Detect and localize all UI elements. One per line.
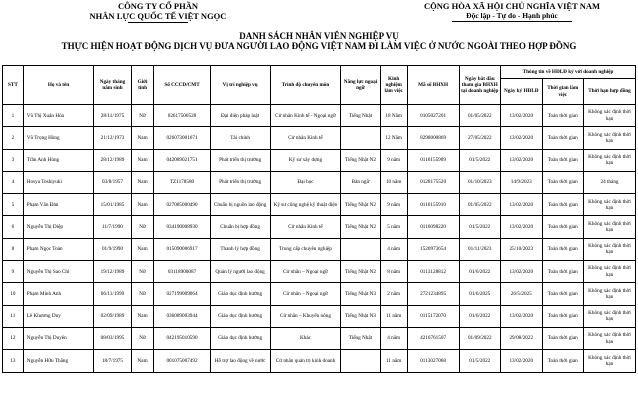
cell-bhxh: 0113027068 xyxy=(407,350,459,372)
table-row xyxy=(3,149,636,171)
cell-position: Tài chính xyxy=(210,127,270,149)
col-stt: STT xyxy=(3,66,24,105)
cell-contract-date: 13/02/2020 xyxy=(501,350,543,372)
cell-position: Giáo dục định hướng xyxy=(210,305,270,327)
table-row xyxy=(3,238,636,260)
table-row xyxy=(3,305,636,327)
cell-dob: 02/09/1989 xyxy=(94,305,131,327)
cell-name: Vũ Trọng Hùng xyxy=(23,127,94,149)
cell-contract-date: 13/02/2020 xyxy=(501,305,543,327)
cell-contract-date: 13/02/2020 xyxy=(501,127,543,149)
cell-bhxh: 0116155909 xyxy=(407,149,459,171)
cell-name: Trần Anh Hùng xyxy=(23,149,94,171)
cell-contract-term: Không xác định thời hạn xyxy=(584,238,636,260)
cell-experience: 11 năm xyxy=(380,350,407,372)
cell-education: Cử nhân – Ngoại ngữ xyxy=(270,283,341,305)
cell-id: 026073001671 xyxy=(154,127,210,149)
cell-education: Cử nhân Kinh tế xyxy=(270,127,341,149)
cell-dob: 15/01/1985 xyxy=(94,194,131,216)
cell-contract-date: 14/9/2023 xyxy=(501,171,543,193)
cell-experience: 11 năm xyxy=(380,305,407,327)
cell-work-time: Toàn thời gian xyxy=(542,238,584,260)
cell-position: Đại diện pháp luật xyxy=(210,105,270,127)
cell-education: Cử nhân – Khuyến nông xyxy=(270,305,341,327)
cell-stt: 13 xyxy=(3,350,24,372)
cell-education: Cử nhân Kinh tế xyxy=(270,216,341,238)
cell-bhxh: 8298000869 xyxy=(407,127,459,149)
col-start-date: Ngày bắt đầu tham gia BHXH tại doanh nghiệp xyxy=(459,66,501,105)
cell-id: 027199009064 xyxy=(154,283,210,305)
col-dob: Ngày tháng năm sinh xyxy=(94,66,131,105)
cell-experience: 9 năm xyxy=(380,194,407,216)
cell-stt: 3 xyxy=(3,149,24,171)
cell-id: 027085000490 xyxy=(154,194,210,216)
cell-start-date: 01/6/2022 xyxy=(459,261,501,283)
cell-contract-date: 13/02/2020 xyxy=(501,194,543,216)
cell-id: TZ1178580 xyxy=(154,171,210,193)
cell-language: Bản ngữ xyxy=(341,171,380,193)
cell-position: Phát triển thị trường xyxy=(210,171,270,193)
cell-experience: 18 Năm xyxy=(380,105,407,127)
table-row xyxy=(3,127,636,149)
cell-position: Phát triển thị trường xyxy=(210,149,270,171)
cell-id: 034190008930 xyxy=(154,216,210,238)
cell-work-time: Toàn thời gian xyxy=(542,105,584,127)
cell-experience: 10 năm xyxy=(380,171,407,193)
cell-position: Quản lý người lao động xyxy=(210,261,270,283)
cell-id: 036089003944 xyxy=(154,305,210,327)
cell-id: 03118900087 xyxy=(154,261,210,283)
cell-start-date: 01/09/2022 xyxy=(459,327,501,349)
cell-language: Tiếng Nhật xyxy=(341,327,380,349)
cell-start-date: 01/6/2022 xyxy=(459,305,501,327)
cell-education: Trung cấp chuyên nghiệp xyxy=(270,238,341,260)
company-type: CÔNG TY CỔ PHẦN xyxy=(117,1,199,11)
cell-language xyxy=(341,127,380,149)
cell-gender: Nam xyxy=(131,194,154,216)
cell-id: 001075007492 xyxy=(154,350,210,372)
cell-stt: 8 xyxy=(3,238,24,260)
cell-education: Khác xyxy=(270,327,341,349)
cell-work-time: Toàn thời gian xyxy=(542,350,584,372)
cell-experience: 2 năm xyxy=(380,283,407,305)
cell-language: Tiếng Nhật N2 xyxy=(341,216,380,238)
cell-name: Hosya Toshiyuki xyxy=(23,171,94,193)
cell-language xyxy=(341,238,380,260)
cell-dob: 11/7/1990 xyxy=(94,216,131,238)
cell-stt: 9 xyxy=(3,261,24,283)
cell-position: Giáo dục định hướng xyxy=(210,327,270,349)
cell-contract-term: Không xác định thời hạn xyxy=(584,305,636,327)
cell-stt: 1 xyxy=(3,105,24,127)
cell-gender: Nam xyxy=(131,127,154,149)
cell-dob: 28/11/1975 xyxy=(94,105,131,127)
table-row xyxy=(3,283,636,305)
table-row xyxy=(3,350,636,372)
cell-education: Kỹ sư công nghệ kỹ thuật điện xyxy=(270,194,341,216)
cell-bhxh: 0116098220 xyxy=(407,216,459,238)
col-gender: Giới tính xyxy=(131,66,154,105)
cell-dob: 21/12/1973 xyxy=(94,127,131,149)
cell-gender: Nam xyxy=(131,350,154,372)
document-header xyxy=(0,1,638,31)
cell-contract-date: 26/5/2025 xyxy=(501,283,543,305)
cell-gender: Nam xyxy=(131,305,154,327)
cell-contract-term: Không xác định thời hạn xyxy=(584,149,636,171)
national-title: CỘNG HÒA XÃ HỘI CHỦ NGHĨA VIỆT NAM xyxy=(423,1,601,11)
company-block xyxy=(48,1,268,23)
cell-gender: Nam xyxy=(131,171,154,193)
cell-dob: 18/7/1975 xyxy=(94,350,131,372)
col-id: Số CCCD/CMT xyxy=(154,66,210,105)
cell-gender: Nam xyxy=(131,238,154,260)
cell-dob: 08/03/1995 xyxy=(94,327,131,349)
table-row xyxy=(3,261,636,283)
cell-stt: 4 xyxy=(3,171,24,193)
table-row xyxy=(3,327,636,349)
cell-gender: Nữ xyxy=(131,105,154,127)
company-underline xyxy=(128,22,188,23)
cell-name: Phạm Văn Đản xyxy=(23,194,94,216)
col-contract-term: Thời hạn hợp đồng xyxy=(584,79,636,105)
cell-gender: Nữ xyxy=(131,216,154,238)
cell-bhxh: 0128175520 xyxy=(407,171,459,193)
national-header-block xyxy=(386,1,638,22)
cell-name: Nguyễn Thị Duyên xyxy=(23,327,94,349)
cell-start-date: 01/5/2022 xyxy=(459,216,501,238)
national-motto: Độc lập - Tự do - Hạnh phúc xyxy=(466,11,558,20)
cell-position: Hỗ trợ lao động về nước xyxy=(210,350,270,372)
cell-experience: 9 năm xyxy=(380,149,407,171)
cell-contract-term: Không xác định thời hạn xyxy=(584,216,636,238)
cell-contract-term: Không xác định thời hạn xyxy=(584,350,636,372)
cell-education: Cử nhân – Ngoại ngữ xyxy=(270,261,341,283)
cell-bhxh: 0105027201 xyxy=(407,105,459,127)
cell-work-time: Toàn thời gian xyxy=(542,171,584,193)
table-row xyxy=(3,194,636,216)
col-experience: Kinh nghiệm làm việc xyxy=(380,66,407,105)
cell-language: Tiếng Nhật N2 xyxy=(341,194,380,216)
cell-stt: 2 xyxy=(3,127,24,149)
cell-contract-term: 24 tháng xyxy=(584,171,636,193)
cell-start-date: 01/6/2025 xyxy=(459,283,501,305)
cell-contract-term: Không xác định thời hạn xyxy=(584,261,636,283)
cell-dob: 06/11/1999 xyxy=(94,283,131,305)
company-name: NHÂN LỰC QUỐC TẾ VIỆT NGỌC xyxy=(89,11,227,21)
cell-dob: 19/12/1989 xyxy=(94,261,131,283)
cell-contract-term: Không xác định thời hạn xyxy=(584,283,636,305)
cell-work-time: Toàn thời gian xyxy=(542,149,584,171)
col-name: Họ và tên xyxy=(23,66,94,105)
cell-name: Phạm Ngọc Toàn xyxy=(23,238,94,260)
staff-table xyxy=(2,65,636,373)
cell-work-time: Toàn thời gian xyxy=(542,283,584,305)
cell-contract-date: 13/02/2020 xyxy=(501,149,543,171)
cell-education: Kỹ sư xây dựng xyxy=(270,149,341,171)
cell-gender: Nữ xyxy=(131,261,154,283)
cell-stt: 10 xyxy=(3,283,24,305)
cell-stt: 6 xyxy=(3,216,24,238)
cell-education: Cử nhân quản trị kinh doanh xyxy=(270,350,341,372)
cell-start-date: 01/5/2022 xyxy=(459,350,501,372)
document-subtitle: THỰC HIỆN HOẠT ĐỘNG DỊCH VỤ ĐƯA NGƯỜI LAO ĐỘNG VIỆT NAM ĐI LÀM VIỆC Ở NƯỚC NGOÀI THEO HỢP ĐỒNG xyxy=(61,41,577,51)
col-bhxh: Mã số BHXH xyxy=(407,66,459,105)
motto-underline xyxy=(452,21,572,22)
cell-bhxh: 0113128812 xyxy=(407,261,459,283)
cell-gender: Nữ xyxy=(131,327,154,349)
col-work-time: Thời gian làm việc xyxy=(542,79,584,105)
cell-start-date: 01/05/2022 xyxy=(459,105,501,127)
cell-experience: 8 năm xyxy=(380,261,407,283)
cell-work-time: Toàn thời gian xyxy=(542,305,584,327)
table-header-row xyxy=(3,66,636,79)
cell-language: Tiếng Nhật xyxy=(341,105,380,127)
cell-language: Tiếng Nhật N3 xyxy=(341,283,380,305)
cell-contract-term: Không xác định thời hạn xyxy=(584,127,636,149)
cell-bhxh: 0116155910 xyxy=(407,194,459,216)
cell-work-time: Toàn thời gian xyxy=(542,261,584,283)
cell-work-time: Toàn thời gian xyxy=(542,327,584,349)
cell-start-date: 01/5/2022 xyxy=(459,149,501,171)
cell-name: Lê Khương Duy xyxy=(23,305,94,327)
cell-work-time: Toàn thời gian xyxy=(542,127,584,149)
cell-id: 042195010590 xyxy=(154,327,210,349)
cell-start-date: 01/05/2022 xyxy=(459,194,501,216)
cell-start-date: 27/05/2022 xyxy=(459,127,501,149)
cell-work-time: Toàn thời gian xyxy=(542,194,584,216)
document-title: DANH SÁCH NHÂN VIÊN NGHIỆP VỤ xyxy=(239,31,399,41)
cell-experience: 4 năm xyxy=(380,238,407,260)
cell-name: Phạm Minh Anh xyxy=(23,283,94,305)
cell-position: Chuẩn bị nguồn lao động xyxy=(210,194,270,216)
col-education: Trình độ chuyên môn xyxy=(270,66,341,105)
cell-work-time: Toàn thời gian xyxy=(542,216,584,238)
cell-dob: 28/12/1989 xyxy=(94,149,131,171)
cell-language: Tiếng Nhật N3 xyxy=(341,305,380,327)
cell-start-date: 01/11/2023 xyxy=(459,238,501,260)
col-language: Năng lực ngoại ngữ xyxy=(341,66,380,105)
cell-position: Thanh lý hợp đồng xyxy=(210,238,270,260)
cell-experience: 5 năm xyxy=(380,216,407,238)
cell-name: Nguyễn Hữu Thắng xyxy=(23,350,94,372)
cell-contract-term: Không xác định thời hạn xyxy=(584,194,636,216)
cell-stt: 12 xyxy=(3,327,24,349)
cell-education: Cử nhân Kinh tế - Ngoại ngữ xyxy=(270,105,341,127)
table-body xyxy=(3,105,636,373)
cell-contract-term: Không xác định thời hạn xyxy=(584,327,636,349)
cell-contract-date: 25/10/2023 xyxy=(501,238,543,260)
cell-dob: 01/9/1990 xyxy=(94,238,131,260)
table-row xyxy=(3,171,636,193)
table-row xyxy=(3,105,636,127)
cell-bhxh: 0115172070 xyxy=(407,305,459,327)
cell-dob: 03/8/1957 xyxy=(94,171,131,193)
cell-bhxh: 4216761507 xyxy=(407,327,459,349)
cell-experience: 4 năm xyxy=(380,327,407,349)
cell-name: Nguyễn Thị Diệp xyxy=(23,216,94,238)
col-position: Vị trí nghiệp vụ xyxy=(210,66,270,105)
cell-stt: 11 xyxy=(3,305,24,327)
cell-gender: Nam xyxy=(131,149,154,171)
cell-bhxh: 2721234895 xyxy=(407,283,459,305)
cell-id: 02617500528 xyxy=(154,105,210,127)
cell-language: Tiếng Nhật N2 xyxy=(341,149,380,171)
cell-position: Giáo dục định hướng xyxy=(210,283,270,305)
cell-contract-date: 13/02/2020 xyxy=(501,261,543,283)
cell-contract-date: 29/08/2022 xyxy=(501,327,543,349)
cell-bhxh: 1520973654 xyxy=(407,238,459,260)
cell-contract-date: 13/02/2020 xyxy=(501,216,543,238)
cell-language: Tiếng Nhật N2 xyxy=(341,261,380,283)
cell-name: Vũ Thị Xuân Hòa xyxy=(23,105,94,127)
table-row xyxy=(3,216,636,238)
cell-start-date: 01/10/2023 xyxy=(459,171,501,193)
cell-contract-date: 13/02/2020 xyxy=(501,105,543,127)
cell-experience: 12 Năm xyxy=(380,127,407,149)
cell-id: 042089021751 xyxy=(154,149,210,171)
cell-id: 015090006917 xyxy=(154,238,210,260)
col-contract-group: Thông tin về HĐLĐ ký với doanh nghiệp xyxy=(501,66,636,79)
col-contract-date: Ngày ký HĐLĐ xyxy=(501,79,543,105)
cell-gender: Nữ xyxy=(131,283,154,305)
cell-stt: 5 xyxy=(3,194,24,216)
cell-education: Đại học xyxy=(270,171,341,193)
cell-language xyxy=(341,350,380,372)
cell-name: Nguyễn Thị Sao Chi xyxy=(23,261,94,283)
cell-position: Chuẩn bị hợp đồng xyxy=(210,216,270,238)
cell-contract-term: Không xác định thời hạn xyxy=(584,105,636,127)
